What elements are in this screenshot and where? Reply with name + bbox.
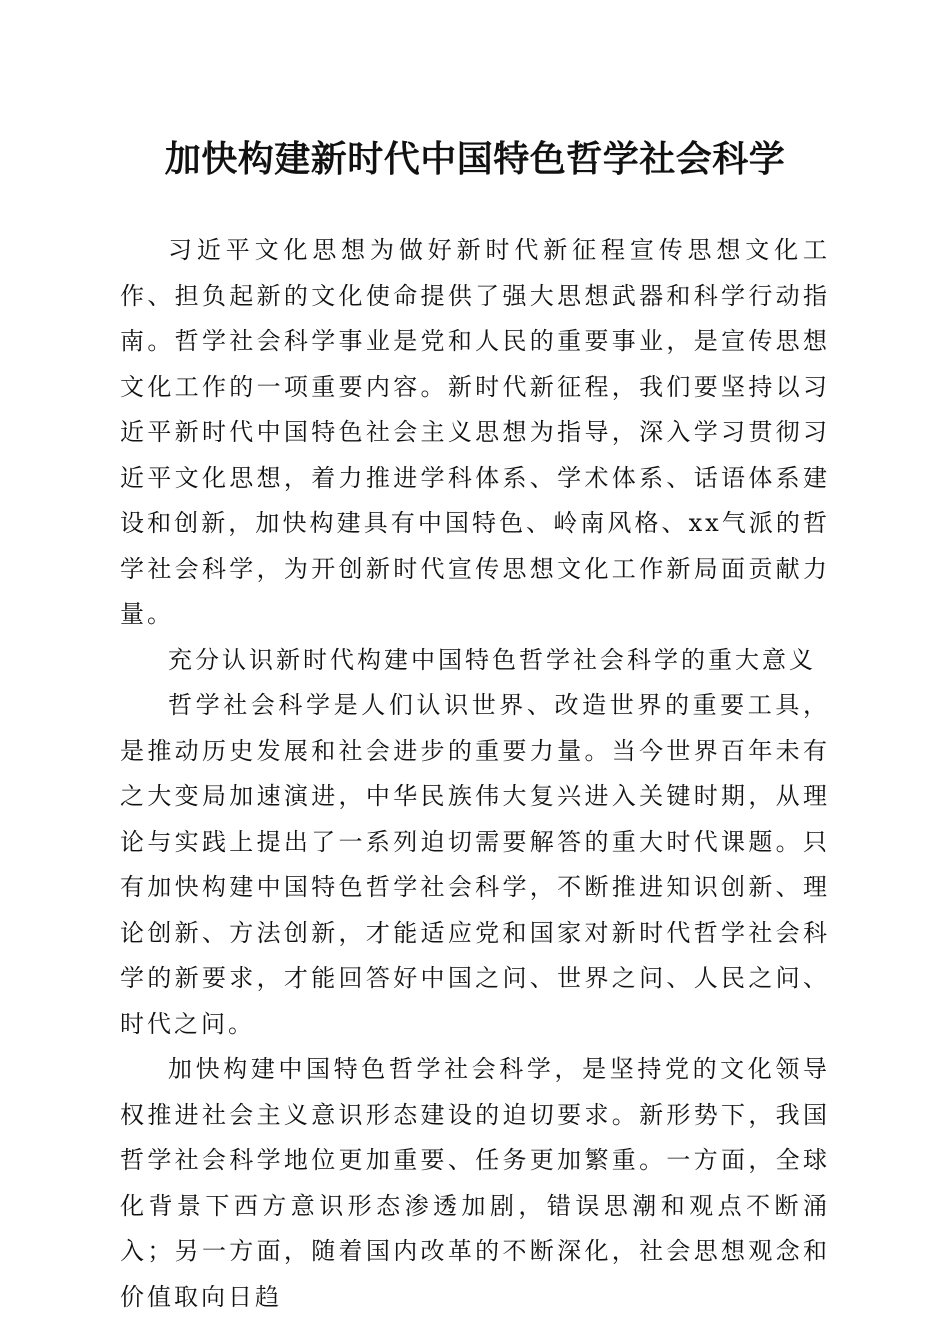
paragraph-intro: 习近平文化思想为做好新时代新征程宣传思想文化工作、担负起新的文化使命提供了强大思想武器和科学行动指南。哲学社会科学事业是党和人民的重要事业，是宣传思想文化工作的一项重要内容。新时代新征程，我们要坚持以习近平新时代中国特色社会主义思想为指导，深入学习贯彻习近平文化思想，着力推进学科体系、学术体系、话语体系建设和创新，加快构建具有中国特色、岭南风格、xx气派的哲学社会科学，为开创新时代宣传思想文化工作新局面贡献力量。 <box>120 236 830 628</box>
paragraph-ideology: 加快构建中国特色哲学社会科学，是坚持党的文化领导权推进社会主义意识形态建设的迫切要求。新形势下，我国哲学社会科学地位更加重要、任务更加繁重。一方面，全球化背景下西方意识形态渗透加剧，错误思潮和观点不断涌入；另一方面，随着国内改革的不断深化，社会思想观念和价值取向日趋 <box>120 1055 830 1311</box>
section-heading: 充分认识新时代构建中国特色哲学社会科学的重大意义 <box>168 645 816 674</box>
paragraph-significance: 哲学社会科学是人们认识世界、改造世界的重要工具，是推动历史发展和社会进步的重要力量。当今世界百年未有之大变局加速演进，中华民族伟大复兴进入关键时期，从理论与实践上提出了一系列迫切需要解答的重大时代课题。只有加快构建中国特色哲学社会科学，不断推进知识创新、理论创新、方法创新，才能适应党和国家对新时代哲学社会科学的新要求，才能回答好中国之问、世界之问、人民之问、时代之问。 <box>120 691 830 1038</box>
document-title: 加快构建新时代中国特色哲学社会科学 <box>164 138 786 180</box>
document-body <box>120 228 830 1320</box>
